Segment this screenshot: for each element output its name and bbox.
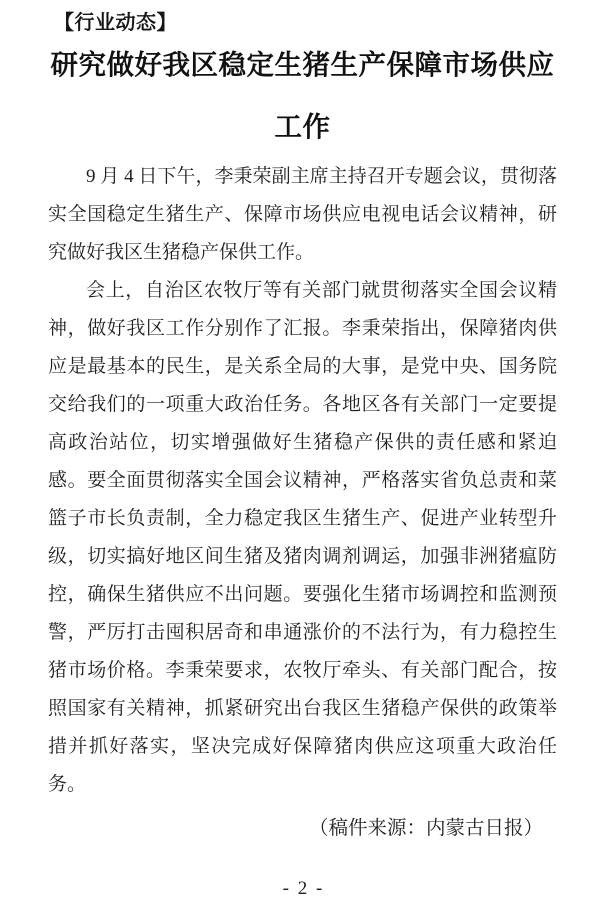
source-note: （稿件来源：内蒙古日报）: [308, 818, 543, 839]
body-paragraph: 会上，自治区农牧厅等有关部门就贯彻落实全国会议精神，做好我区工作分别作了汇报。李秉荣指出，保障猪肉供应是最基本的民生，是关系全局的大事，是党中央、国务院交给我们的一项重大政治任务。各地区各有关部门一定要提高政治站位，切实增强做好生猪稳产保供的责任感和紧迫感。要全面贯彻落实全国会议精神，严格落实省负总责和菜篮子市长负责制，全力稳定我区生猪生产、促进产业转型升级，切实搞好地区间生猪及猪肉调剂调运，加强非洲猪瘟防控，确保生猪供应不出问题。要强化生猪市场调控和监测预警，严厉打击囤积居奇和串通涨价的不法行为，有力稳控生猪市场价格。李秉荣要求，农牧厅牵头、有关部门配合，按照国家有关精神，抓紧研究出台我区生猪稳产保供的政策举措并抓好落实，坚决完成好保障猪肉供应这项重大政治任务。: [48, 280, 557, 795]
body-paragraph: 9 月 4 日下午，李秉荣副主席主持召开专题会议，贯彻落实全国稳定生猪生产、保障市场供应电视电话会议精神，研究做好我区生猪稳产保供工作。: [48, 166, 557, 263]
article-body: [48, 158, 557, 804]
section-tag: 【行业动态】: [54, 12, 177, 34]
page-number: - 2 -: [282, 878, 325, 899]
title-line-1: 研究做好我区稳定生猪生产保障市场供应: [50, 49, 555, 80]
article-title: [48, 34, 557, 158]
title-line-2: 工作: [274, 111, 331, 142]
